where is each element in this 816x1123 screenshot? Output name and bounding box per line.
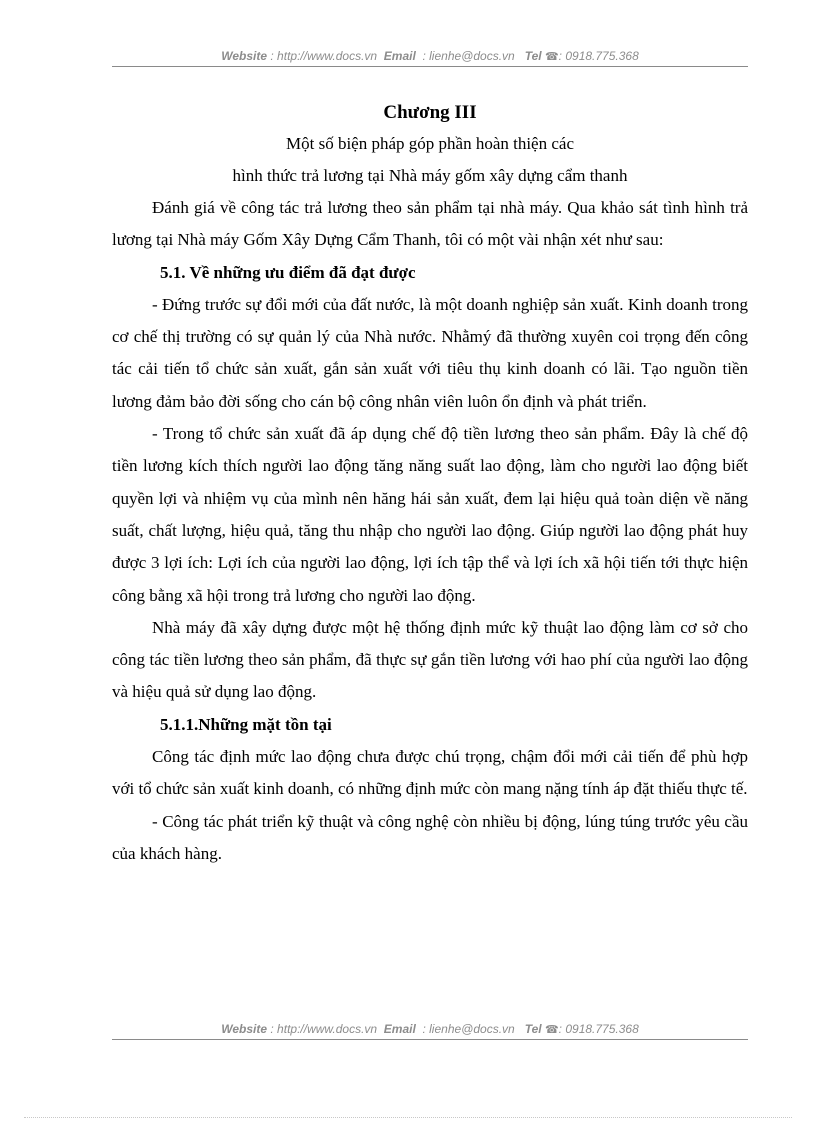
page-footer <box>112 1021 748 1040</box>
page-header <box>112 48 748 67</box>
paragraph: - Công tác phát triển kỹ thuật và công nghệ còn nhiều bị động, lúng túng trước yêu cầu của khách hàng. <box>112 811 748 863</box>
footer-email-link[interactable]: : lienhe@docs.vn <box>422 1022 515 1036</box>
footer-website-link[interactable]: : http://www.docs.vn <box>270 1022 378 1036</box>
paragraph: Công tác định mức lao động chưa được chú trọng, chậm đổi mới cải tiến để phù hợp với tổ chức sản xuất kinh doanh, có những định mức còn mang nặng tính áp đặt thiếu thực tế. <box>112 747 748 799</box>
header-tel-label: Tel <box>524 49 542 63</box>
phone-icon: ☎ <box>544 1024 559 1036</box>
header-tel-value: : 0918.775.368 <box>558 49 639 63</box>
page-bottom-divider <box>24 1117 792 1118</box>
footer-email-label: Email <box>383 1022 416 1036</box>
chapter-subtitle-line-1: Một số biện pháp góp phần hoàn thiện các <box>286 134 574 153</box>
header-website-link[interactable]: : http://www.docs.vn <box>270 49 378 63</box>
phone-icon: ☎ <box>544 51 559 63</box>
intro-paragraph: Đánh giá về công tác trả lương theo sản phẩm tại nhà máy. Qua khảo sát tình hình trả lương tại Nhà máy Gốm Xây Dựng Cẩm Thanh, tôi có một vài nhận xét như sau: <box>112 198 748 250</box>
paragraph: - Trong tổ chức sản xuất đã áp dụng chế độ tiền lương theo sản phẩm. Đây là chế độ tiền lương kích thích người lao động tăng năng suất lao động, làm cho người lao động biết quyền lợi và nhiệm vụ của mình nên hăng hái sản xuất, đem lại hiệu quả toàn diện về năng suất, chất lượng, hiệu quả, tăng thu nhập cho người lao động. Giúp người lao động phát huy được 3 lợi ích: Lợi ích của người lao động, lợi ích tập thể và lợi ích xã hội tiến tới thực hiện công bằng xã hội trong trả lương cho người lao động. <box>112 424 748 605</box>
paragraph: Nhà máy đã xây dựng được một hệ thống định mức kỹ thuật lao động làm cơ sở cho công tác tiền lương theo sản phẩm, đã thực sự gắn tiền lương với hao phí của người lao động và hiệu quả sử dụng lao động. <box>112 617 748 702</box>
section-heading-advantages: 5.1. Về những ưu điểm đã đạt được <box>160 262 416 282</box>
paragraph: - Đứng trước sự đổi mới của đất nước, là một doanh nghiệp sản xuất. Kinh doanh trong cơ chế thị trường có sự quản lý của Nhà nước. Nhằmý đã thường xuyên coi trọng đến công tác cải tiến tổ chức sản xuất, gắn sản xuất với tiêu thụ kinh doanh có lãi. Tạo nguồn tiền lương đảm bảo đời sống cho cán bộ công nhân viên luôn ổn định và phát triển. <box>112 294 748 411</box>
header-email-label: Email <box>383 49 416 63</box>
footer-tel-label: Tel <box>524 1022 542 1036</box>
footer-tel-value: : 0918.775.368 <box>558 1022 639 1036</box>
header-website-label: Website <box>221 49 268 63</box>
chapter-subtitle-line-2: hình thức trả lương tại Nhà máy gốm xây dựng cẩm thanh <box>232 166 628 185</box>
footer-website-label: Website <box>221 1022 268 1036</box>
section-heading-shortcomings: 5.1.1.Những mặt tồn tại <box>160 714 332 734</box>
document-body <box>112 98 748 870</box>
header-email-link[interactable]: : lienhe@docs.vn <box>422 49 515 63</box>
chapter-title: Chương III <box>383 102 477 123</box>
